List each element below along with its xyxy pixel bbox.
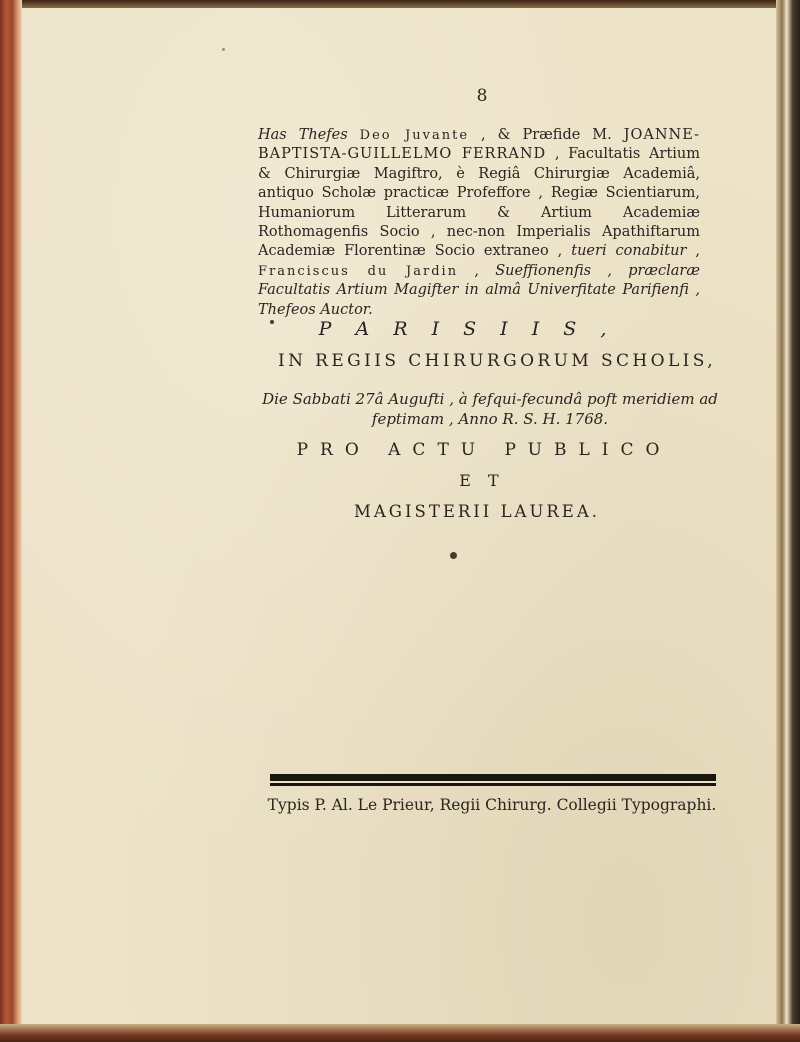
ink-spot xyxy=(270,320,274,324)
thesis-paragraph-text xyxy=(258,126,700,320)
purpose-line-1: PRO ACTU PUBLICO xyxy=(296,440,672,460)
place-heading: P A R I S I I S , xyxy=(318,318,616,340)
book-spine-edge xyxy=(0,0,22,1042)
thesis-segment: , & Præfide M. xyxy=(469,127,624,143)
printer-rule xyxy=(270,774,716,783)
thesis-paragraph xyxy=(258,126,700,320)
book-bottom-edge xyxy=(0,1024,800,1042)
thesis-segment: , xyxy=(458,262,496,279)
date-line: Die Sabbati 27â Augufti , à fefqui-fecundâ poft meridiem ad feptimam , Anno R. S. H. 1768. xyxy=(262,390,718,428)
thesis-segment: , xyxy=(686,243,700,260)
page-number: 8 xyxy=(476,86,488,106)
thesis-segment: tueri conabitur xyxy=(571,243,687,260)
purpose-line-3: MAGISTERII LAUREA. xyxy=(354,502,600,521)
thesis-segment: Sueffionenfis , præclaræ Facultatis Artium Magifter in almâ Univerfitate Parifienfi , Thefeos Auctor. xyxy=(258,262,700,318)
thesis-segment: Has Thefes xyxy=(258,127,360,143)
ink-spot xyxy=(222,48,225,51)
thesis-segment: JOANNE-BAPTISTA-GUILLELMO FERRAND xyxy=(258,127,700,163)
ink-spot xyxy=(450,552,457,559)
thesis-segment: , Facultatis Artium & Chirurgiæ Magiftro, è Regiâ Chirurgiæ Academiâ, antiquo Scholæ practicæ Profeffore , Regiæ Scientiarum, Humaniorum Litterarum & Artium Academiæ Rothomagenfis Socio , nec-non Imperialis Apathiftarum Academiæ Florentinæ Socio extraneo , xyxy=(258,146,701,260)
printer-imprint: Typis P. Al. Le Prieur, Regii Chirurg. Collegii Typographi. xyxy=(267,796,717,814)
book-page xyxy=(22,8,776,1024)
thesis-segment: Deo Juvante xyxy=(359,128,470,143)
page-stack-edge xyxy=(776,0,800,1042)
purpose-line-2: E T xyxy=(459,471,505,490)
venue-line: IN REGIIS CHIRURGORUM SCHOLIS, xyxy=(277,351,717,371)
book-top-edge xyxy=(0,0,800,8)
thesis-segment: Franciscus du Jardin xyxy=(258,263,459,279)
